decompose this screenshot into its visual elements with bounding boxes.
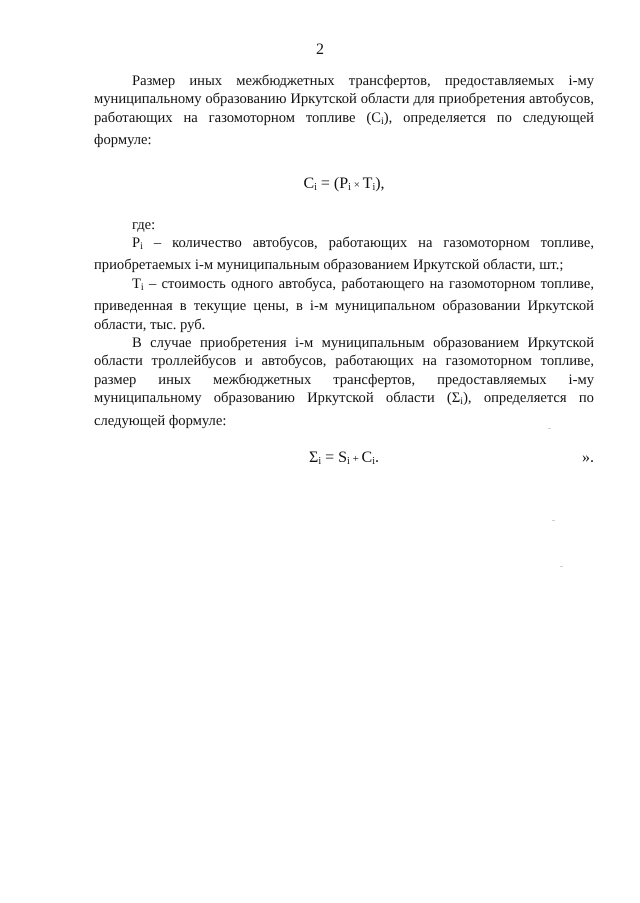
subscript: i	[372, 456, 375, 468]
subscript: i	[140, 281, 144, 293]
paragraph-trolleybus-case	[94, 334, 594, 430]
formula-ci	[94, 174, 594, 198]
formula-sigma	[94, 448, 594, 472]
formula-symbol: C	[361, 449, 373, 467]
definition-text: – стоимость одного автобуса, работающего на газомоторном топливе, приведенная в текущие цены, в i-м муниципальном образовании Иркутской области, тыс. руб.	[94, 275, 594, 333]
subscript: i	[318, 456, 322, 468]
formula-text: = (P	[316, 174, 349, 192]
formula-symbol: T	[362, 174, 373, 192]
formula-text: = S	[321, 449, 348, 467]
paragraph-text: ), определяется по следующей формуле:	[94, 390, 594, 429]
subscript: i	[380, 115, 384, 127]
scan-speck	[552, 520, 555, 521]
subscript: i	[140, 241, 143, 253]
scan-speck	[548, 428, 551, 429]
document-body	[94, 72, 594, 472]
definition-symbol: P	[132, 235, 141, 252]
where-label: где:	[132, 216, 156, 233]
paragraph-text: В случае приобретения i-м муниципальным образованием Иркутской области троллейбусов и автобусов, работающих на газомоторном топливе, размер иных межбюджетных трансфертов, предоставляемых i-му муниципальному образованию Иркутской области (Σ	[94, 335, 594, 407]
multiply-sign: ×	[350, 178, 363, 191]
subscript: i	[314, 181, 317, 193]
formula-symbol: Σ	[309, 449, 319, 467]
paragraph-transfer-size	[94, 72, 594, 150]
paragraph-text: Размер иных межбюджетных трансфертов, предоставляемых i-му муниципальному образованию Иркутской области для приобретения автобусов, работающих на газомоторном топливе (C	[94, 73, 594, 126]
definition-symbol: T	[132, 275, 141, 292]
subscript: i	[348, 181, 351, 193]
paragraph-text: ), определяется по следующей формуле:	[94, 109, 594, 149]
subscript: i	[372, 181, 376, 193]
definition-text: – количество автобусов, работающих на газомоторном топливе, приобретаемых i-м муниципальным образованием Иркутской области, шт.;	[94, 235, 594, 274]
page-number: 2	[316, 41, 324, 58]
subscript: i	[460, 396, 464, 408]
formula-text: .	[374, 449, 379, 467]
definition-t	[94, 275, 594, 334]
subscript: i	[347, 456, 350, 468]
plus-sign: +	[349, 453, 362, 466]
definition-p	[94, 234, 594, 275]
formula-text: ),	[375, 174, 385, 192]
closing-quote: ».	[582, 449, 594, 467]
formula-symbol: C	[303, 174, 315, 192]
scan-speck	[560, 566, 563, 567]
